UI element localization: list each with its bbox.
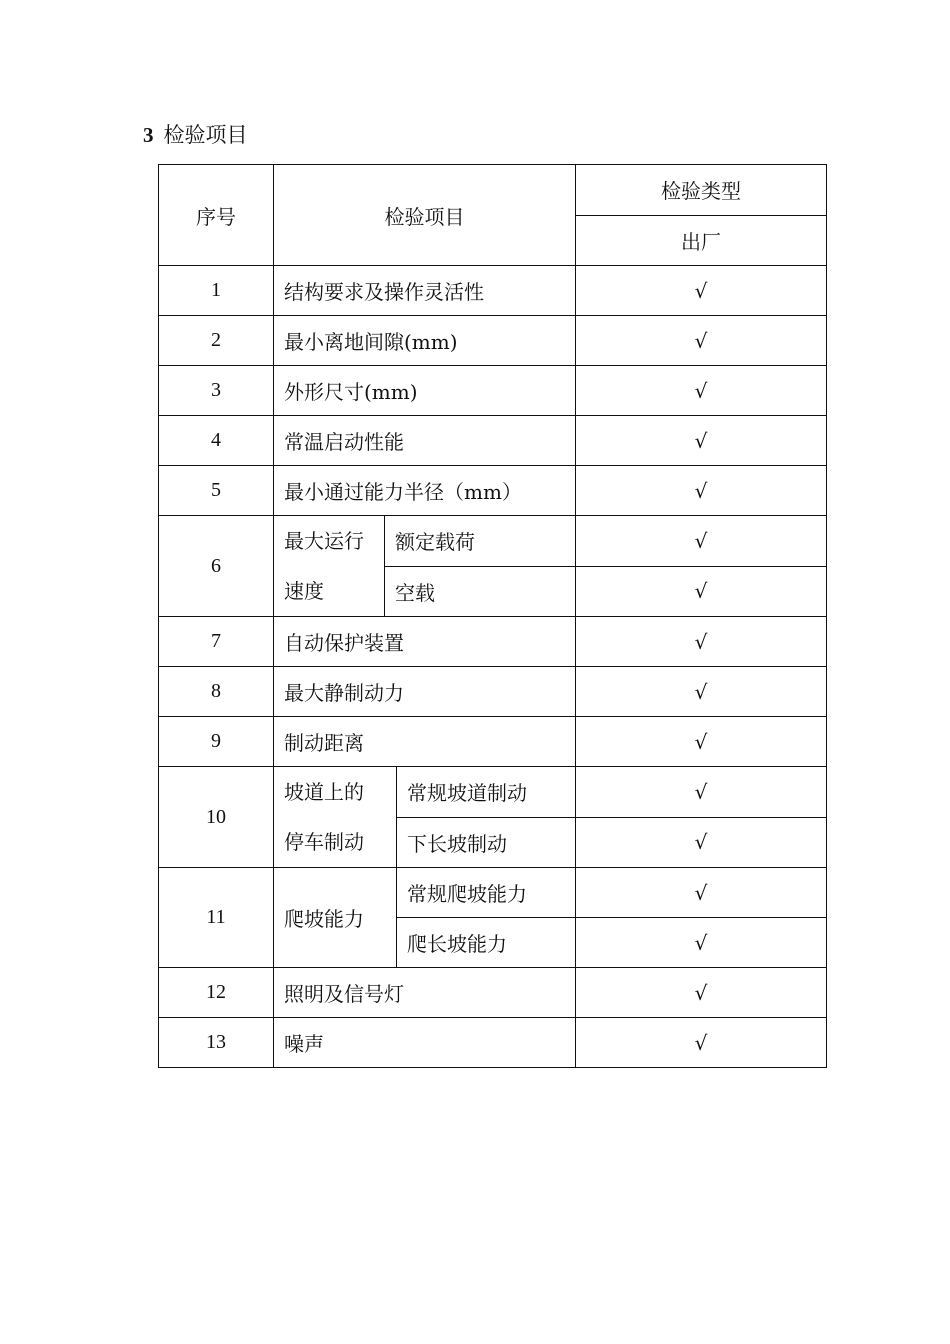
sub-item-cell: 额定载荷 — [385, 516, 576, 567]
table-row — [159, 767, 827, 818]
group-item-cell: 爬坡能力 — [274, 868, 397, 968]
item-cell: 结构要求及操作灵活性 — [274, 266, 576, 316]
table-row — [159, 717, 827, 767]
group-item-line-text: 坡道上的 — [284, 780, 364, 804]
check-cell: √ — [576, 1018, 827, 1068]
group-item-cell — [274, 516, 385, 617]
item-cell: 照明及信号灯 — [274, 968, 576, 1018]
check-cell: √ — [576, 868, 827, 918]
item-cell: 常温启动性能 — [274, 416, 576, 466]
header-type-factory: 出厂 — [576, 215, 827, 266]
sub-item-cell: 下长坡制动 — [397, 817, 576, 868]
check-cell: √ — [576, 316, 827, 366]
table-row — [159, 516, 827, 567]
sub-item-cell: 常规爬坡能力 — [397, 868, 576, 918]
check-cell: √ — [576, 968, 827, 1018]
table-row — [159, 466, 827, 516]
seq-cell: 9 — [159, 717, 274, 767]
section-heading — [143, 120, 248, 150]
header-item: 检验项目 — [274, 165, 576, 266]
check-cell: √ — [576, 266, 827, 316]
seq-cell: 12 — [159, 968, 274, 1018]
seq-cell: 4 — [159, 416, 274, 466]
group-item-line: 速度 — [284, 579, 324, 603]
table-row — [159, 316, 827, 366]
seq-cell: 10 — [159, 767, 274, 868]
seq-cell: 11 — [159, 868, 274, 968]
item-cell: 外形尺寸(mm) — [274, 366, 576, 416]
item-cell: 最小通过能力半径（mm） — [274, 466, 576, 516]
check-cell: √ — [576, 366, 827, 416]
table-row — [159, 366, 827, 416]
header-row — [159, 165, 827, 216]
seq-cell: 5 — [159, 466, 274, 516]
seq-cell: 8 — [159, 667, 274, 717]
seq-cell: 2 — [159, 316, 274, 366]
table-row — [159, 667, 827, 717]
seq-cell: 3 — [159, 366, 274, 416]
seq-cell: 7 — [159, 617, 274, 667]
check-cell: √ — [576, 918, 827, 968]
section-title-text: 检验项目 — [163, 123, 248, 147]
header-seq: 序号 — [159, 165, 274, 266]
table-row — [159, 266, 827, 316]
check-cell: √ — [576, 817, 827, 868]
inspection-table — [158, 164, 827, 1068]
table-row — [159, 1018, 827, 1068]
item-cell: 自动保护装置 — [274, 617, 576, 667]
section-number: 3 — [143, 123, 154, 147]
check-cell: √ — [576, 466, 827, 516]
check-cell: √ — [576, 566, 827, 617]
seq-cell: 6 — [159, 516, 274, 617]
sub-item-cell: 常规坡道制动 — [397, 767, 576, 818]
item-cell: 制动距离 — [274, 717, 576, 767]
sub-item-cell: 空载 — [385, 566, 576, 617]
sub-item-cell: 爬长坡能力 — [397, 918, 576, 968]
group-item-line — [284, 767, 396, 817]
check-cell: √ — [576, 617, 827, 667]
check-cell: √ — [576, 767, 827, 818]
table-row — [159, 968, 827, 1018]
item-cell: 最小离地间隙(mm) — [274, 316, 576, 366]
item-cell: 噪声 — [274, 1018, 576, 1068]
table-row — [159, 868, 827, 918]
check-cell: √ — [576, 667, 827, 717]
table-row — [159, 416, 827, 466]
header-type-group: 检验类型 — [576, 165, 827, 216]
group-item-line: 停车制动 — [284, 830, 364, 854]
check-cell: √ — [576, 416, 827, 466]
table-row — [159, 617, 827, 667]
item-cell: 最大静制动力 — [274, 667, 576, 717]
seq-cell: 13 — [159, 1018, 274, 1068]
group-item-cell — [274, 767, 397, 868]
check-cell: √ — [576, 516, 827, 567]
seq-cell: 1 — [159, 266, 274, 316]
check-cell: √ — [576, 717, 827, 767]
group-item-line: 最大运行 — [284, 529, 364, 553]
